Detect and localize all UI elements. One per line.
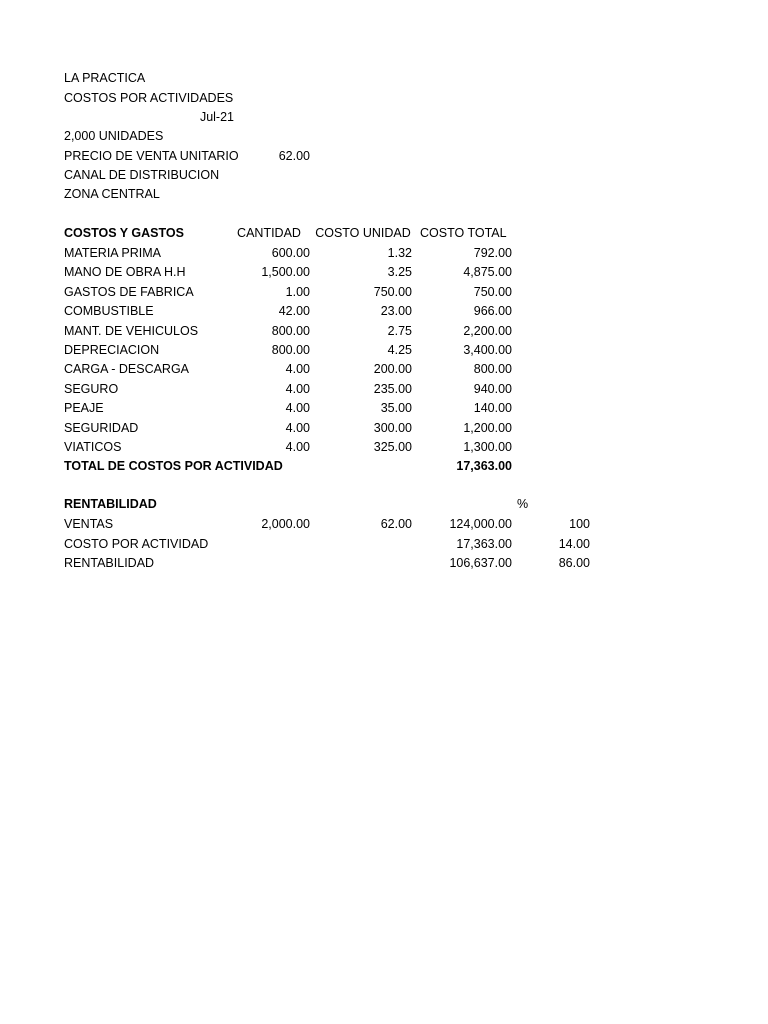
cost-quantity: 1,500.00 — [261, 265, 310, 279]
cost-concept: MATERIA PRIMA — [64, 246, 162, 260]
cost-unit: 35.00 — [380, 401, 412, 415]
profit-label: VENTAS — [64, 517, 114, 531]
cost-concept: COMBUSTIBLE — [64, 304, 154, 318]
document-subtitle: COSTOS POR ACTIVIDADES — [64, 91, 234, 105]
cost-total: 4,875.00 — [463, 265, 512, 279]
cost-total: 2,200.00 — [463, 324, 512, 338]
profitability-title: RENTABILIDAD — [64, 497, 157, 511]
cost-total: 940.00 — [473, 382, 512, 396]
cost-quantity: 4.00 — [285, 421, 310, 435]
cost-concept: MANO DE OBRA H.H — [64, 265, 186, 279]
cost-unit: 3.25 — [387, 265, 412, 279]
cost-concept: SEGURIDAD — [64, 421, 139, 435]
cost-unit: 23.00 — [380, 304, 412, 318]
costs-total-label: TOTAL DE COSTOS POR ACTIVIDAD — [64, 459, 283, 473]
price-value: 62.00 — [278, 149, 310, 163]
cost-quantity: 4.00 — [285, 401, 310, 415]
costs-header-concept: COSTOS Y GASTOS — [64, 226, 184, 240]
cost-quantity: 1.00 — [285, 285, 310, 299]
profit-total: 124,000.00 — [449, 517, 512, 531]
cost-quantity: 800.00 — [271, 343, 310, 357]
costs-header-quantity: CANTIDAD — [237, 226, 301, 240]
profit-quantity — [220, 535, 310, 554]
costs-header-total-cost: COSTO TOTAL — [420, 226, 507, 240]
report-date: Jul-21 — [199, 110, 234, 124]
profit-total: 106,637.00 — [449, 556, 512, 570]
profit-label: RENTABILIDAD — [64, 556, 155, 570]
units-label: 2,000 UNIDADES — [64, 129, 164, 143]
cost-unit: 235.00 — [373, 382, 412, 396]
cost-total: 800.00 — [473, 362, 512, 376]
cost-unit: 200.00 — [373, 362, 412, 376]
profit-percent: 86.00 — [558, 556, 590, 570]
profit-percent: 100 — [569, 517, 590, 531]
cost-quantity: 4.00 — [285, 382, 310, 396]
profit-quantity — [220, 554, 310, 573]
profit-quantity: 2,000.00 — [261, 517, 310, 531]
cost-concept: PEAJE — [64, 401, 104, 415]
costs-total-value: 17,363.00 — [456, 459, 512, 473]
cost-unit: 300.00 — [373, 421, 412, 435]
company-name: LA PRACTICA — [64, 71, 146, 85]
cost-quantity: 4.00 — [285, 440, 310, 454]
channel-label: CANAL DE DISTRIBUCION — [64, 168, 220, 182]
cost-quantity: 42.00 — [278, 304, 310, 318]
cost-total: 750.00 — [473, 285, 512, 299]
cost-total: 966.00 — [473, 304, 512, 318]
profit-total: 17,363.00 — [456, 537, 512, 551]
cost-unit: 1.32 — [387, 246, 412, 260]
zone-label: ZONA CENTRAL — [64, 187, 160, 201]
profit-label: COSTO POR ACTIVIDAD — [64, 537, 209, 551]
profit-unit — [320, 535, 412, 554]
cost-concept: MANT. DE VEHICULOS — [64, 324, 199, 338]
cost-unit: 750.00 — [373, 285, 412, 299]
cost-concept: VIATICOS — [64, 440, 122, 454]
cost-unit: 4.25 — [387, 343, 412, 357]
cost-total: 140.00 — [473, 401, 512, 415]
cost-concept: SEGURO — [64, 382, 119, 396]
cost-concept: DEPRECIACION — [64, 343, 160, 357]
cost-quantity: 4.00 — [285, 362, 310, 376]
cost-quantity: 800.00 — [271, 324, 310, 338]
cost-total: 792.00 — [473, 246, 512, 260]
cost-total: 1,200.00 — [463, 421, 512, 435]
cost-unit: 2.75 — [387, 324, 412, 338]
cost-total: 3,400.00 — [463, 343, 512, 357]
profit-percent: 14.00 — [558, 537, 590, 551]
cost-concept: CARGA - DESCARGA — [64, 362, 190, 376]
cost-total: 1,300.00 — [463, 440, 512, 454]
cost-concept: GASTOS DE FABRICA — [64, 285, 194, 299]
profit-unit: 62.00 — [380, 517, 412, 531]
cost-quantity: 600.00 — [271, 246, 310, 260]
price-label: PRECIO DE VENTA UNITARIO — [64, 149, 239, 163]
percent-header: % — [517, 497, 529, 511]
costs-header-unit-cost: COSTO UNIDAD — [315, 226, 411, 240]
cost-unit: 325.00 — [373, 440, 412, 454]
profit-unit — [320, 554, 412, 573]
